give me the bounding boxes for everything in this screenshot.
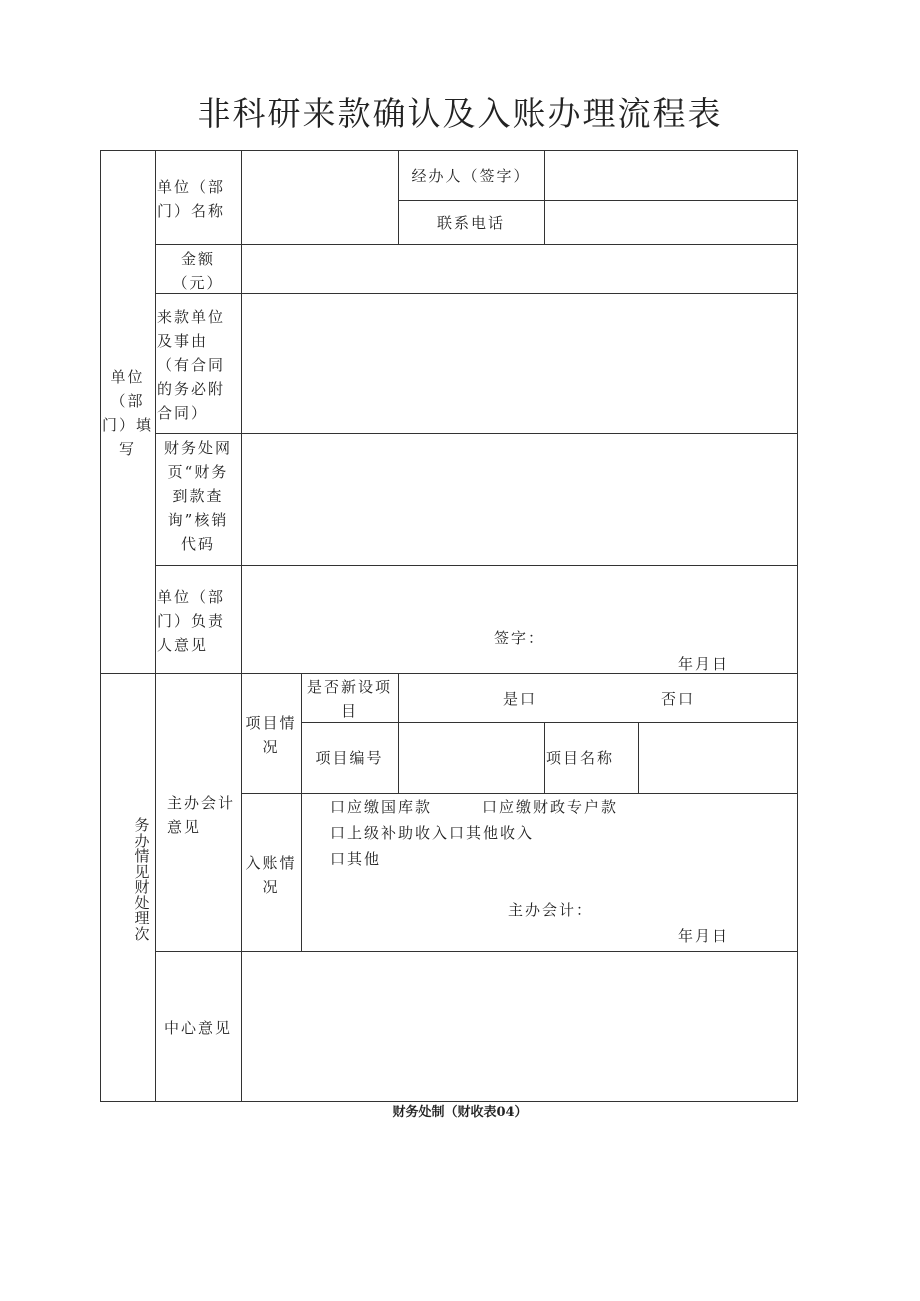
handler-signature-label: 经办人（签字） [411, 167, 531, 185]
signature-label: 签字： [494, 629, 546, 647]
rule [638, 722, 639, 793]
rule [155, 244, 798, 245]
new-project-label: 是否新设项 目 [306, 678, 392, 720]
page-title: 非科研来款确认及入账办理流程表 [197, 94, 723, 133]
rule [155, 951, 798, 952]
rule [544, 150, 545, 244]
table-border-top [100, 150, 798, 151]
section-label-finance: 务 办 情 见 财 处 理 次 [134, 816, 150, 943]
option-treasury[interactable]: 口应缴国库款 [330, 798, 433, 816]
contact-phone-label: 联系电话 [436, 214, 505, 232]
rule [155, 293, 798, 294]
center-opinion-label: 中心意见 [163, 1019, 232, 1037]
amount-label: 金额 （元） [172, 250, 224, 292]
rule [241, 793, 798, 794]
leader-opinion-label: 单位（部 门）负责 人意见 [157, 588, 226, 654]
source-unit-label: 来款单位 及事由 （有合同 的务必附 合同） [157, 308, 226, 422]
accountant-date-label: 年月日 [678, 927, 730, 945]
accountant-signature-label: 主办会计： [508, 901, 594, 919]
rule [398, 200, 798, 201]
no-checkbox[interactable]: 否口 [661, 690, 696, 708]
rule [398, 673, 399, 793]
section-label-unit-fill: 单位 （部 门）填 写 [101, 368, 153, 458]
verification-code-label: 财务处网 页“财务 到款查 询”核销 代码 [163, 439, 232, 553]
rule [155, 433, 798, 434]
footer-note: 财务处制（财收表04） [392, 1105, 528, 1120]
project-name-label: 项目名称 [546, 749, 615, 767]
accountant-opinion-label: 主办会计 意见 [167, 794, 236, 836]
date-label: 年月日 [678, 655, 730, 673]
option-subsidy-other[interactable]: 口上级补助收入口其他收入 [330, 824, 535, 842]
option-other[interactable]: 口其他 [330, 850, 382, 868]
yes-checkbox[interactable]: 是口 [503, 690, 538, 708]
entry-status-label: 入账情 况 [245, 854, 297, 896]
project-number-label: 项目编号 [315, 749, 384, 767]
rule [155, 565, 798, 566]
unit-name-label: 单位（部 门）名称 [157, 178, 226, 220]
rule [241, 150, 242, 1102]
project-status-label: 项目情 况 [245, 714, 297, 756]
table-border-left [100, 150, 101, 1102]
rule [544, 722, 545, 793]
option-fiscal-account[interactable]: 口应缴财政专户款 [482, 798, 619, 816]
